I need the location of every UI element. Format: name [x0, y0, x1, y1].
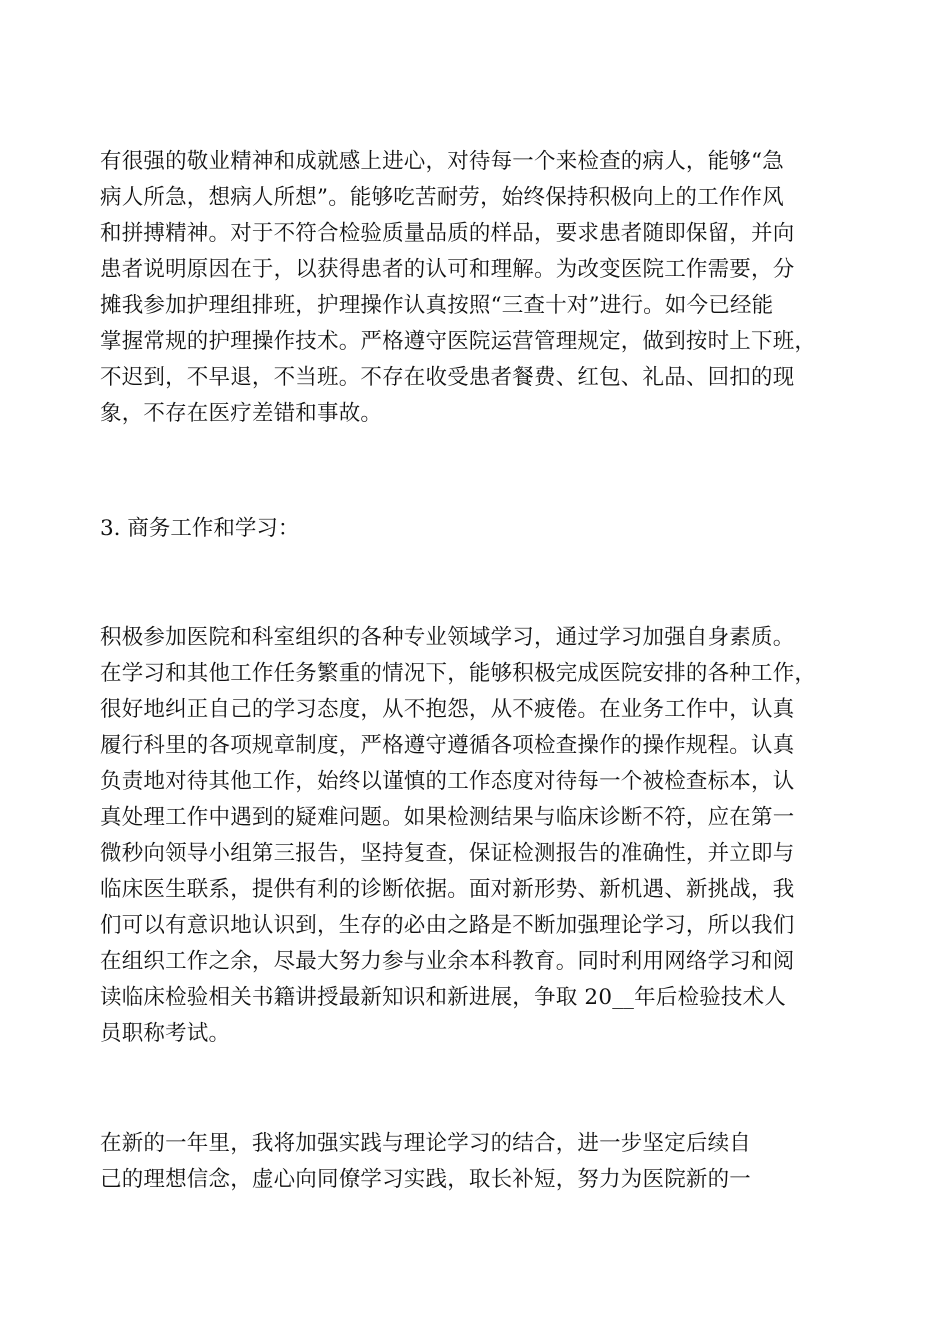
paragraph-line: 患者说明原因在于，以获得患者的认可和理解。为改变医院工作需要，分 [100, 257, 795, 282]
paragraph-line: 不迟到，不早退，不当班。不存在收受患者餐费、红包、礼品、回扣的现 [100, 365, 795, 390]
paragraph-line: 临床医生联系，提供有利的诊断依据。面对新形势、新机遇、新挑战，我 [100, 877, 795, 902]
paragraph-line: 在学习和其他工作任务繁重的情况下，能够积极完成医院安排的各种工作， [100, 661, 817, 686]
paragraph-line: 和拼搏精神。对于不符合检验质量品质的样品，要求患者随即保留，并向 [100, 221, 795, 246]
paragraph-line: 读临床检验相关书籍讲授最新知识和新进展，争取 20__年后检验技术人 [100, 985, 786, 1010]
paragraph-line: 真处理工作中遇到的疑难问题。如果检测结果与临床诊断不符，应在第一 [100, 805, 795, 830]
paragraph-line: 们可以有意识地认识到，生存的必由之路是不断加强理论学习，所以我们 [100, 913, 795, 938]
paragraph-line: 很好地纠正自己的学习态度，从不抱怨，从不疲倦。在业务工作中，认真 [100, 697, 795, 722]
paragraph-line: 积极参加医院和科室组织的各种专业领域学习，通过学习加强自身素质。 [100, 625, 795, 650]
section-heading: 3. 商务工作和学习： [100, 516, 300, 541]
paragraph-line: 履行科里的各项规章制度，严格遵守遵循各项检查操作的操作规程。认真 [100, 733, 795, 758]
paragraph-line: 己的理想信念，虚心向同僚学习实践，取长补短，努力为医院新的一 [100, 1167, 752, 1192]
paragraph-line: 有很强的敬业精神和成就感上进心，对待每一个来检查的病人，能够“急 [100, 149, 784, 174]
paragraph-line: 在组织工作之余，尽最大努力参与业余本科教育。同时利用网络学习和阅 [100, 949, 795, 974]
paragraph-line: 掌握常规的护理操作技术。严格遵守医院运营管理规定，做到按时上下班， [100, 329, 817, 354]
paragraph-line: 病人所急，想病人所想”。能够吃苦耐劳，始终保持积极向上的工作作风 [100, 185, 784, 210]
paragraph-line: 员职称考试。 [100, 1021, 231, 1046]
paragraph-line: 在新的一年里，我将加强实践与理论学习的结合，进一步坚定后续自 [100, 1131, 752, 1156]
paragraph-line: 摊我参加护理组排班，护理操作认真按照“三查十对”进行。如今已经能 [100, 293, 774, 318]
paragraph-line: 象，不存在医疗差错和事故。 [100, 401, 383, 426]
paragraph-line: 负责地对待其他工作，始终以谨慎的工作态度对待每一个被检查标本，认 [100, 769, 795, 794]
paragraph-line: 微秒向领导小组第三报告，坚持复查，保证检测报告的准确性，并立即与 [100, 841, 795, 866]
